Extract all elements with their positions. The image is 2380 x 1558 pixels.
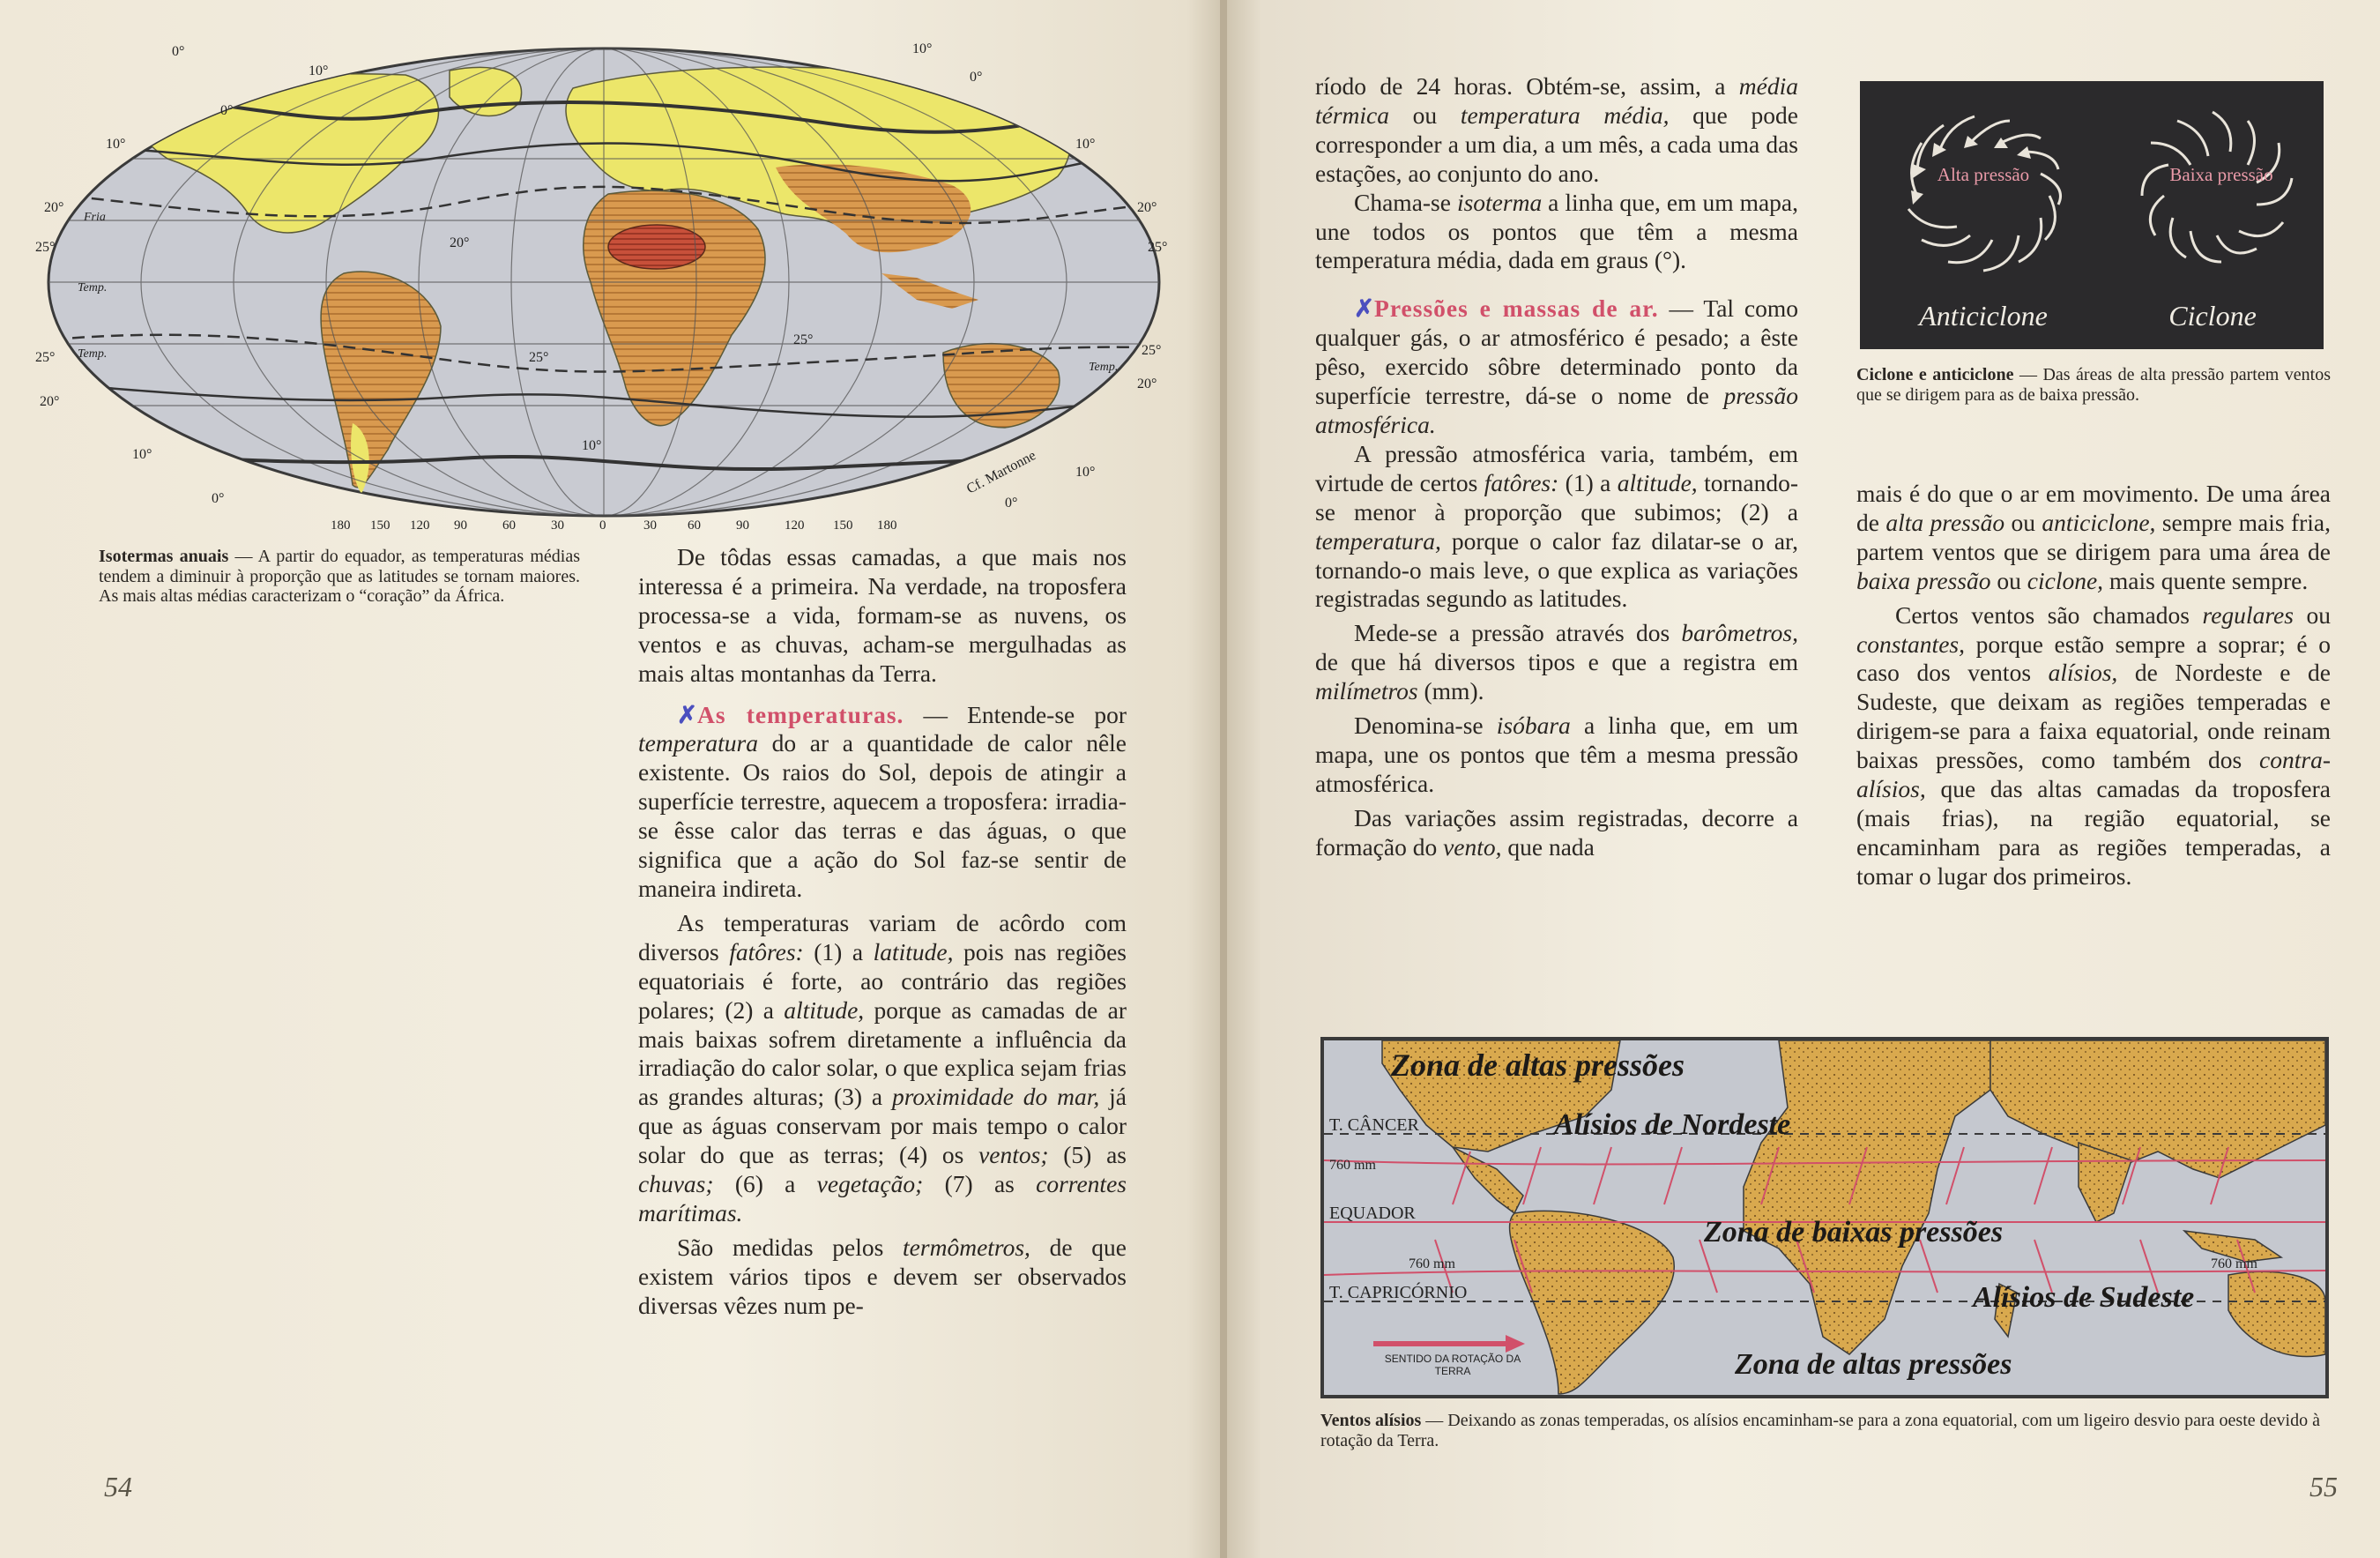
isobar-label-1: 760 mm [1329,1158,1376,1173]
baixa-pressao-label: Baixa pressão [2169,165,2273,185]
deg-label: 10° [912,41,933,56]
zone-label: Temp. [1089,361,1119,374]
text-run: (5) as [1048,1141,1127,1169]
lon-label: 90 [454,518,467,529]
zone-bottom-label: Zona de altas pressões [1735,1348,2012,1381]
se-trades-label: Alísios de Sudeste [1973,1281,2195,1314]
lon-label: 180 [331,518,351,529]
trade-caption-body: — Deixando as zonas temperadas, os alísios encaminham-se para a zona equatorial, com um ligeiro desvio para oeste devido à rotação da Terra. [1320,1411,2320,1450]
text-run: regulares [2202,600,2294,629]
text-run: A pressão atmosférica varia, também, em virtude de certos [1315,439,1798,496]
text-run: proximidade do mar, [891,1083,1100,1111]
text-run: altitude, [784,995,865,1024]
cyclone-caption-body: — Das áreas de alta pressão partem ventos que se dirigem para as de baixa pressão. [1856,365,2331,405]
lon-label: 90 [736,518,749,529]
deg-label: 0° [212,491,225,506]
text-run: (1) a [803,937,874,965]
text-run: alta pressão [1885,508,2005,536]
text-run: mais quente sempre. [2103,566,2309,594]
cancer-label: T. CÂNCER [1329,1115,1419,1135]
text-run: porque as camadas de ar mais baixas sofrem diretamente a influência da irradiação do calor solar, o que explica sejam frias as grandes alturas; (3) a [638,995,1127,1111]
cyclone-caption-title: Ciclone e anticiclone [1856,365,2014,384]
text-run: que das altas camadas da troposfera (mais frias), na região equatorial, se encaminham para as regiões temperadas, a tomar o lugar dos primeiros. [1856,775,2331,890]
capricorn-label: T. CAPRICÓRNIO [1329,1283,1468,1302]
paragraph-average-temperature [1315,72,1798,189]
cross-mark-icon: ✗ [1354,294,1375,323]
text-run: média térmica [1315,72,1798,129]
deg-label: 20° [1137,200,1157,215]
text-run: ou [2293,600,2332,629]
paragraph-isobar [1315,712,1798,799]
deg-label: 25° [1148,240,1168,255]
deg-label: 10° [1075,137,1096,152]
anticyclone-name: Anticiclone [1919,300,2048,332]
text-run: ríodo de 24 horas. Obtém-se, assim, a [1315,72,1739,100]
deg-label: 25° [35,240,56,255]
deg-label: 10° [582,438,602,453]
text-run: (6) a [713,1170,817,1198]
lon-label: 150 [833,518,853,529]
deg-label: 20° [40,394,60,409]
text-run: que nada [1501,832,1595,861]
lon-label: 150 [370,518,390,529]
longitude-scale [331,518,897,529]
rotation-indicator [1369,1335,1536,1391]
paragraph-thermometers [638,1234,1127,1321]
deg-label: 0° [970,70,983,85]
deg-label: 0° [220,103,234,118]
deg-label: 20° [44,200,64,215]
text-run: fatôres: [1484,468,1559,496]
paragraph-trade-winds [1856,601,2331,891]
text-run: isoterma [1456,188,1543,216]
deg-label: 25° [793,332,814,347]
text-run: barômetros, [1681,619,1798,647]
zone-mid-label: Zona de baixas pressões [1704,1216,2004,1249]
section-heading-temperatures: As temperaturas. [697,700,904,728]
text-run: Chama-se [1354,188,1457,216]
text-run: mais é do que o ar em movimento. De uma área de [1856,480,2331,536]
cyclone-name: Ciclone [2168,300,2257,332]
text-run: ciclone, [2027,566,2104,594]
text-run: termômetros, [903,1233,1030,1261]
zone-label: Temp. [78,281,108,294]
isotherm-caption-title: Isotermas anuais [99,547,229,566]
lon-label: 0 [599,518,606,529]
isobar-label-2: 760 mm [1409,1256,1455,1271]
text-run: tornando-se menor à proporção que subimos; (2) a [1315,468,1798,526]
text-run: Denomina-se [1354,712,1497,740]
deg-label: 0° [1005,496,1018,511]
equator-label: EQUADOR [1329,1204,1416,1223]
right-text-column-1 [1315,72,1798,862]
paragraph-air-movement [1856,480,2331,596]
right-text-column-2 [1856,480,2331,891]
text-run: temperatura média, [1460,101,1670,129]
cross-mark-icon: ✗ [677,700,698,728]
isotherm-map [35,35,1172,529]
zone-label: Fria [84,211,106,224]
text-run: baixa pressão [1856,566,1991,594]
africa-hot-core [608,225,705,269]
text-run: de que há diversos tipos e que a registra em [1315,648,1798,676]
paragraph-wind [1315,804,1798,862]
text-run: (7) as [923,1170,1037,1198]
text-run: temperatura [638,729,758,757]
text-run: isóbara [1496,712,1571,740]
text-run: As temperaturas variam de acôrdo com diversos [638,908,1127,965]
text-run: já que as águas conservam por mais tempo o calor solar do que as terras; (4) os [638,1083,1127,1169]
text-run: altitude, [1617,468,1698,496]
alta-pressao-label: Alta pressão [1937,165,2030,185]
section-heading-pressure: Pressões e massas de ar. [1374,294,1659,323]
zone-label: Temp. [78,347,108,361]
lon-label: 60 [688,518,701,529]
text-run: latitude, [873,937,954,965]
lon-label: 120 [410,518,430,529]
text-run: a linha que, em um mapa, une todos os pontos que têm a mesma temperatura média, dada em graus (°). [1315,188,1798,274]
isotherm-caption [99,547,580,607]
rotation-label: SENTIDO DA ROTAÇÃO DA TERRA [1384,1353,1521,1377]
deg-label: 10° [106,137,126,152]
text-run: ventos; [978,1141,1049,1169]
text-run: vegetação; [816,1170,924,1198]
text-run: (1) a [1558,468,1618,496]
lon-label: 120 [785,518,805,529]
paragraph-barometers [1315,619,1798,706]
paragraph-isotherm [1315,189,1798,276]
text-run: sempre mais fria, partem ventos que se dirigem para uma área de [1856,508,2332,565]
deg-label: 10° [309,63,329,78]
text-run: Das variações assim registradas, decorre a formação do [1315,803,1798,861]
text-run: pressão atmosférica. [1315,382,1798,438]
text-run: do ar a quantidade de calor nêle existente. Os raios do Sol, depois de atingir a superfície terrestre, aquecem a troposfera: irradia-se êsse calor das terras e das águas, o que significa que a ação do Sol faz-se sentir de maneira indireta. [638,729,1127,902]
cyclone-caption [1856,365,2331,405]
page-number-left: 54 [104,1471,132,1502]
text-run: contra-alísios, [1856,746,2331,803]
text-run: Mede-se a pressão através dos [1354,619,1682,647]
deg-label: 20° [450,235,470,250]
paragraph-temperatures [638,701,1127,904]
lon-label: 30 [643,518,657,529]
graticule [35,44,1172,520]
text-run: que pode corresponder a um dia, a um mês, a cada uma das estações, ao conjunto do ano. [1315,101,1798,187]
text-run: constantes, [1856,630,1965,658]
lon-label: 30 [551,518,564,529]
ne-trades-label: Alísios de Nordeste [1554,1108,1791,1141]
deg-label: 25° [35,350,56,365]
text-run: — Entende-se por [904,700,1127,728]
isobar-label-3: 760 mm [2211,1256,2257,1271]
text-run: alísios, [2048,659,2118,687]
deg-label: 0° [172,44,185,59]
text-run: vento, [1443,832,1502,861]
cyclone-diagram [1860,81,2324,349]
text-run: de que existem vários tipos e devem ser observados diversas vêzes num pe- [638,1233,1127,1319]
trade-winds-map [1320,1037,2329,1398]
map-credit: Cf. Martonne [963,448,1038,497]
text-run: anticiclone, [2042,508,2156,536]
page-number-right: 55 [2309,1471,2338,1502]
text-run: ou [1389,101,1461,129]
left-text-column [638,543,1127,1321]
deg-label: 10° [1075,465,1096,480]
paragraph-factors [638,909,1127,1228]
text-run: São medidas pelos [677,1233,904,1261]
text-run: correntes marítimas. [638,1170,1127,1226]
text-run: a linha que, em um mapa, une os pontos que têm a mesma pressão atmosférica. [1315,712,1798,797]
zone-top-label: Zona de altas pressões [1391,1047,1685,1083]
text-run: porque estão sempre a soprar; é o caso dos ventos [1856,630,2331,687]
text-run: milímetros [1315,677,1418,705]
trade-winds-caption [1320,1411,2325,1450]
isotherm-caption-body: — A partir do equador, as temperaturas médias tendem a diminuir à proporção que as latitudes se tornam maiores. As mais altas médias caracterizam o “coração” da África. [99,547,580,606]
text-run: — Tal como qualquer gás, o ar atmosférico é pesado; a êste pêso, exercido sôbre determinado ponto da superfície terrestre, dá-se o nome de [1315,294,1798,410]
trade-caption-title: Ventos alísios [1320,1411,1422,1430]
text-run: Certos ventos são chamados [1895,600,2203,629]
text-run: (mm). [1417,677,1484,705]
text-run: pois nas regiões equatoriais é forte, ao contrário das regiões polares; (2) a [638,937,1127,1024]
lon-label: 60 [502,518,516,529]
right-page [1227,0,2380,1558]
text-run: de Nordeste e de Sudeste, que deixam as regiões temperadas e dirigem-se para a faixa equatorial, onde reinam baixas pressões, como também dos [1856,659,2331,774]
deg-label: 10° [132,447,152,462]
paragraph-pressure-factors [1315,440,1798,614]
lon-label: 180 [877,518,897,529]
text-run: fatôres: [729,937,804,965]
text-run: ou [1990,566,2027,594]
deg-label: 25° [1142,343,1162,358]
text-run: chuvas; [638,1170,714,1198]
paragraph-troposphere: De tôdas essas camadas, a que mais nos interessa é a primeira. Na verdade, na troposfera processa-se a vida, formam-se as nuvens, os ventos e as chuvas, acham-se mergulhadas as mais altas montanhas da Terra. [638,543,1127,687]
deg-label: 25° [529,350,549,365]
text-run: ou [2004,508,2042,536]
text-run: porque o calor faz dilatar-se o ar, tornando-o mais leve, o que explica as variações registradas segundo as latitudes. [1315,526,1798,613]
paragraph-pressure [1315,294,1798,440]
text-run: temperatura, [1315,526,1441,555]
deg-label: 20° [1137,376,1157,391]
